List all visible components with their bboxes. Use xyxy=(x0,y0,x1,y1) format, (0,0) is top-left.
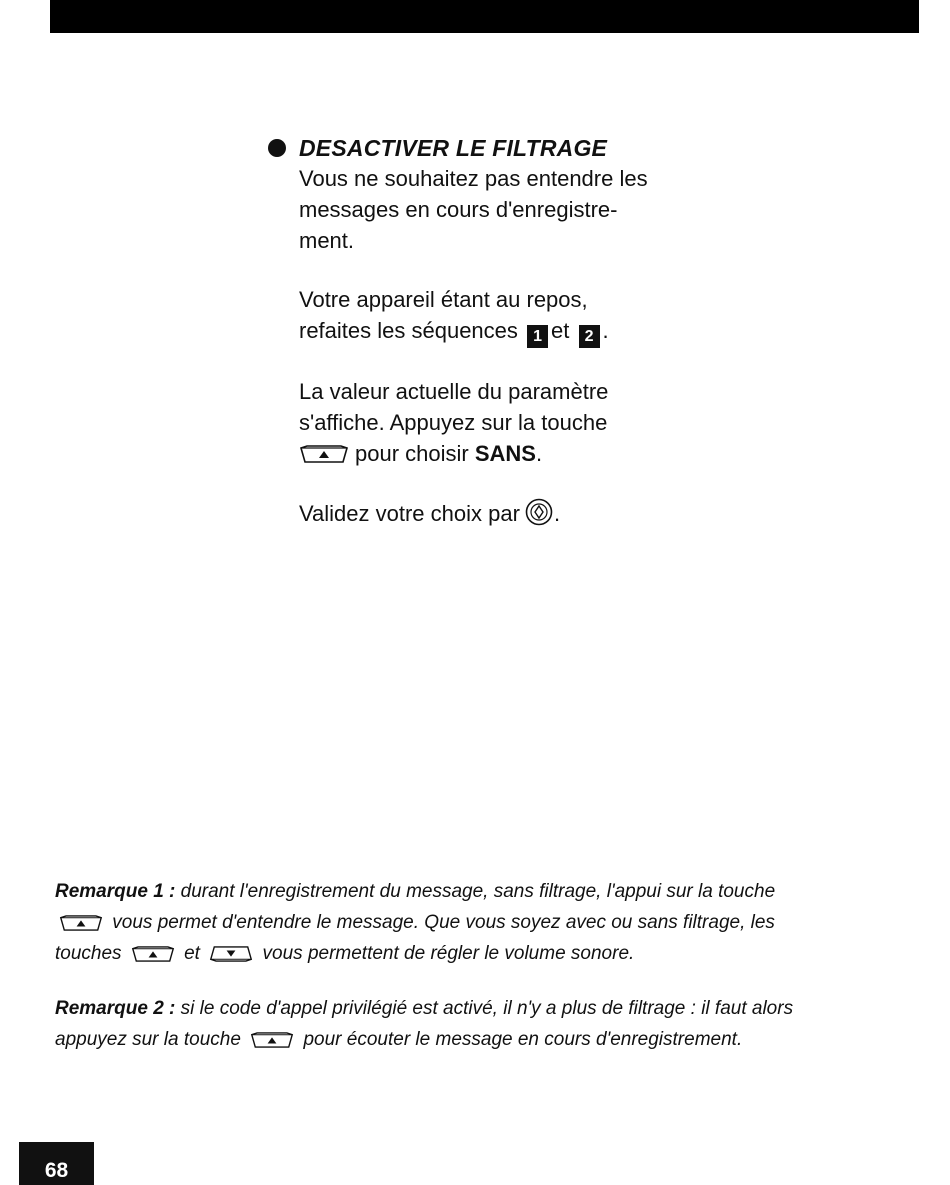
instruction-period: . xyxy=(602,318,609,343)
section-title: DESACTIVER LE FILTRAGE xyxy=(299,134,608,161)
value-line-1: La valeur actuelle du paramètre xyxy=(299,379,609,404)
bullet-icon xyxy=(268,139,286,157)
down-arrow-key-icon xyxy=(209,945,253,963)
sequence-2-badge: 2 xyxy=(579,325,600,348)
instruction-line-2 xyxy=(299,315,688,348)
remark-2-label: Remarque 2 : xyxy=(55,998,176,1019)
remark-1-label: Remarque 1 : xyxy=(55,881,176,902)
disable-filtering-section xyxy=(268,133,688,529)
ok-button-icon xyxy=(524,497,554,527)
validate-period: . xyxy=(553,501,561,526)
validate-line xyxy=(299,497,688,529)
value-line-2: s'affiche. Appuyez sur la touche xyxy=(299,410,608,435)
up-arrow-key-icon xyxy=(250,1031,294,1049)
remark-2 xyxy=(55,993,915,1055)
page-number: 68 xyxy=(19,1142,94,1185)
remark-1-line-2: vous permet d'entendre le message. Que vous soyez avec ou sans filtrage, les xyxy=(112,912,775,933)
remark-1 xyxy=(55,876,915,969)
choice-sans: SANS xyxy=(474,441,536,466)
remark-1-and: et xyxy=(184,943,200,964)
remark-1-touches: touches xyxy=(55,943,122,964)
section-body xyxy=(299,163,688,529)
sequence-1-badge: 1 xyxy=(527,325,548,348)
value-line-3 xyxy=(299,438,688,469)
choose-text: pour choisir xyxy=(355,441,469,466)
remark-1-line-3: vous permettent de régler le volume sonore. xyxy=(262,943,635,964)
instruction-text: refaites les séquences xyxy=(299,318,518,343)
remarks xyxy=(55,876,915,1055)
intro-line-2: messages en cours d'enregistre- xyxy=(299,197,618,222)
remark-2-line-2: pour écouter le message en cours d'enregistrement. xyxy=(303,1029,743,1050)
remark-1-line-1: durant l'enregistrement du message, sans filtrage, l'appui sur la touche xyxy=(180,881,776,902)
intro-line-1: Vous ne souhaitez pas entendre les xyxy=(299,166,648,191)
validate-text: Validez votre choix par xyxy=(299,501,520,526)
section-heading xyxy=(268,133,688,163)
intro-line-3: ment. xyxy=(299,228,355,253)
up-arrow-key-icon xyxy=(299,444,349,464)
instruction-and: et xyxy=(551,318,570,343)
instruction-line-1: Votre appareil étant au repos, xyxy=(299,287,588,312)
choose-period: . xyxy=(535,441,543,466)
remark-2-line-1: si le code d'appel privilégié est activé, il n'y a plus de filtrage : il faut alors xyxy=(180,998,794,1019)
remark-2-press: appuyez sur la touche xyxy=(55,1029,241,1050)
up-arrow-key-icon xyxy=(131,945,175,963)
up-arrow-key-icon xyxy=(59,914,103,932)
header-bar xyxy=(50,0,919,33)
